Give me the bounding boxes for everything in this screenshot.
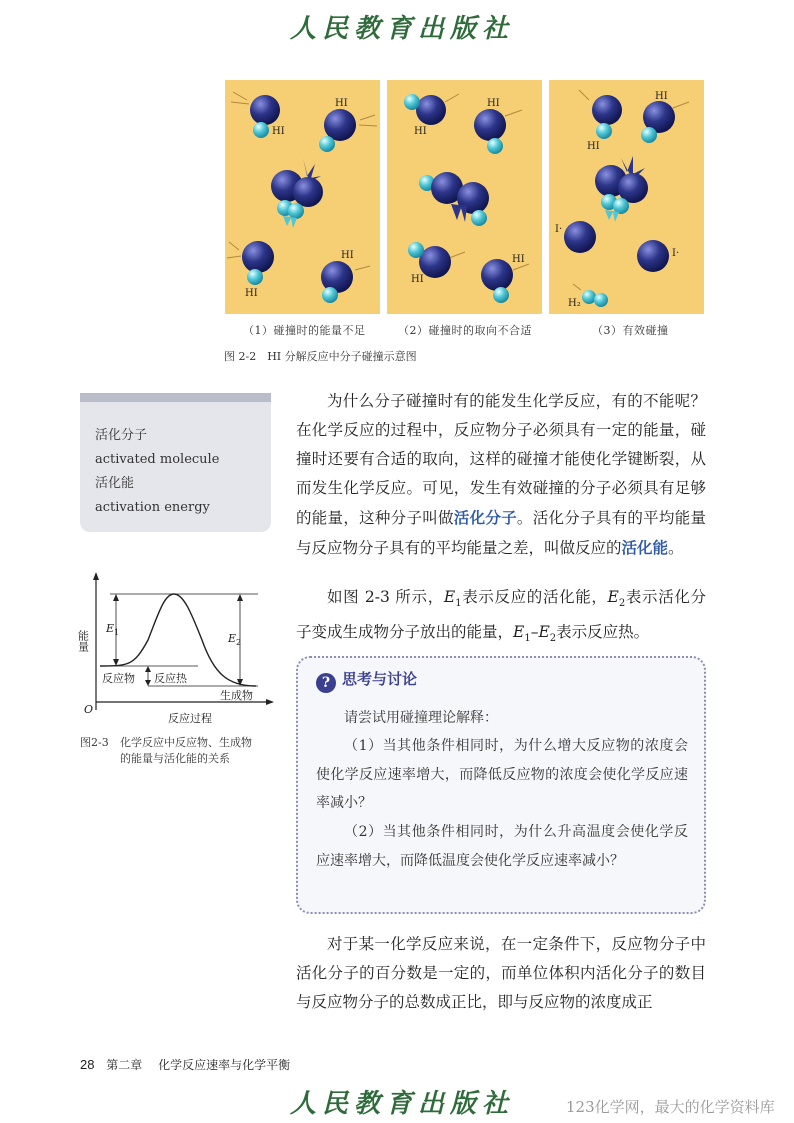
page-footer <box>80 1056 290 1073</box>
page-number: 28 <box>80 1057 95 1072</box>
figure-panel-3 <box>549 80 704 314</box>
keyword-activated-molecule: 活化分子 <box>453 508 517 527</box>
colliding-molecules <box>271 158 323 228</box>
discussion-intro: 请尝试用碰撞理论解释： <box>344 710 498 726</box>
publisher-logo-top: 人民教育出版社 <box>290 14 515 44</box>
e2-label: $E_2$ <box>228 632 242 647</box>
iodine-atom <box>564 221 596 253</box>
discussion-question-2: （2）当其他条件相同时，为什么升高温度会使化学反应速率增大，而降低温度会使化学反应速率减小？ <box>316 824 688 869</box>
iodine-atom <box>637 240 669 272</box>
e1-label: $E_1$ <box>106 622 120 637</box>
hi-label: HI <box>411 274 424 285</box>
figure-2-2-title: 图 2-2 HI 分解反应中分子碰撞示意图 <box>224 350 417 363</box>
hi-label: HI <box>655 91 668 102</box>
paragraph-2: 如图 2-3 所示，$E_1$表示反应的活化能，$E_2$表示活化分子变成生成物分子放出的能量，$E_1-E_2$表示反应热。 <box>296 588 706 645</box>
publisher-logo-bottom: 人民教育出版社 <box>290 1089 515 1119</box>
chapter-number: 第二章 <box>106 1058 143 1072</box>
discussion-box <box>296 656 706 914</box>
caption-line-2: 的能量与活化能的关系 <box>120 752 230 765</box>
glossary-term-en: activated molecule <box>95 452 220 467</box>
glossary-term-cn: 活化分子 <box>95 428 148 443</box>
glossary-term-cn: 活化能 <box>95 476 135 491</box>
figure-2-3-caption <box>80 735 252 767</box>
hi-label: HI <box>341 250 354 261</box>
hi-molecule <box>227 241 274 285</box>
discussion-title: ? 思考与讨论 <box>316 668 417 693</box>
h2-label: H₂ <box>568 298 581 309</box>
hi-label: HI <box>487 98 500 109</box>
caption-number: 图2-3 <box>80 736 109 749</box>
glossary-box <box>80 393 271 532</box>
product-label: 生成物 <box>220 689 253 702</box>
colliding-molecules <box>595 156 648 222</box>
hi-molecule <box>404 94 459 125</box>
hi-label: HI <box>414 126 427 137</box>
hi-molecule <box>474 109 522 154</box>
caption-line-1: 化学反应中反应物、生成物 <box>120 736 252 749</box>
hi-molecule <box>481 259 529 303</box>
keyword-activation-energy: 活化能 <box>621 538 669 557</box>
i-radical-label: I· <box>672 248 680 259</box>
reaction-heat-label: 反应热 <box>154 672 187 685</box>
paragraph-3: 对于某一化学反应来说，在一定条件下，反应物分子中活化分子的百分数是一定的，而单位体积内活化分子的数目与反应物分子的总数成正比，即与反应物的浓度成正 <box>296 935 706 1011</box>
watermark: 123化学网，最大的化学资料库 <box>566 1098 775 1116</box>
i-radical-label: I· <box>555 224 563 235</box>
hi-molecule <box>408 242 465 278</box>
energy-diagram <box>78 570 274 730</box>
x-axis-label: 反应过程 <box>168 712 212 725</box>
hi-label: HI <box>587 141 600 152</box>
para1-text: 。 <box>668 539 684 557</box>
y-axis-label: 能量 <box>76 630 90 652</box>
glossary-term-en: activation energy <box>95 500 210 515</box>
question-icon: ? <box>316 673 336 693</box>
figure-panel-2 <box>387 80 542 314</box>
origin-label: O <box>84 703 94 716</box>
panel-1-caption: （1）碰撞时的能量不足 <box>243 324 366 337</box>
colliding-molecules <box>419 172 489 226</box>
panel-2-caption: （2）碰撞时的取向不合适 <box>398 324 532 337</box>
panel-3-caption: （3）有效碰撞 <box>592 324 669 337</box>
hi-label: HI <box>272 126 285 137</box>
paragraph-1 <box>296 387 706 563</box>
hi-molecule <box>319 109 377 152</box>
hi-molecule <box>321 261 370 303</box>
hi-label: HI <box>245 288 258 299</box>
chapter-title: 化学反应速率与化学平衡 <box>158 1058 291 1072</box>
hi-molecule <box>579 90 622 139</box>
para1-text: 为什么分子碰撞时有的能发生化学反应，有的不能呢？在化学反应的过程中，反应物分子必须具有一定的能量，碰撞时还要有合适的取向，这样的碰撞才能使化学键断裂，从而发生化学反应。可见，发生有效碰撞的分子必须具有足够的能量，这种分子叫做 <box>296 392 706 527</box>
discussion-question-1: （1）当其他条件相同时，为什么增大反应物的浓度会使化学反应速率增大，而降低反应物的浓度会使化学反应速率减小？ <box>316 738 688 811</box>
hi-label: HI <box>512 254 525 265</box>
figure-panel-1 <box>225 80 380 314</box>
reactant-label: 反应物 <box>102 672 135 685</box>
hi-label: HI <box>335 98 348 109</box>
para1-text: 。活化分子具有的平均能量与反应物分子具有的平均能量之差，叫做反应的 <box>296 509 706 557</box>
hi-molecule <box>641 101 689 143</box>
